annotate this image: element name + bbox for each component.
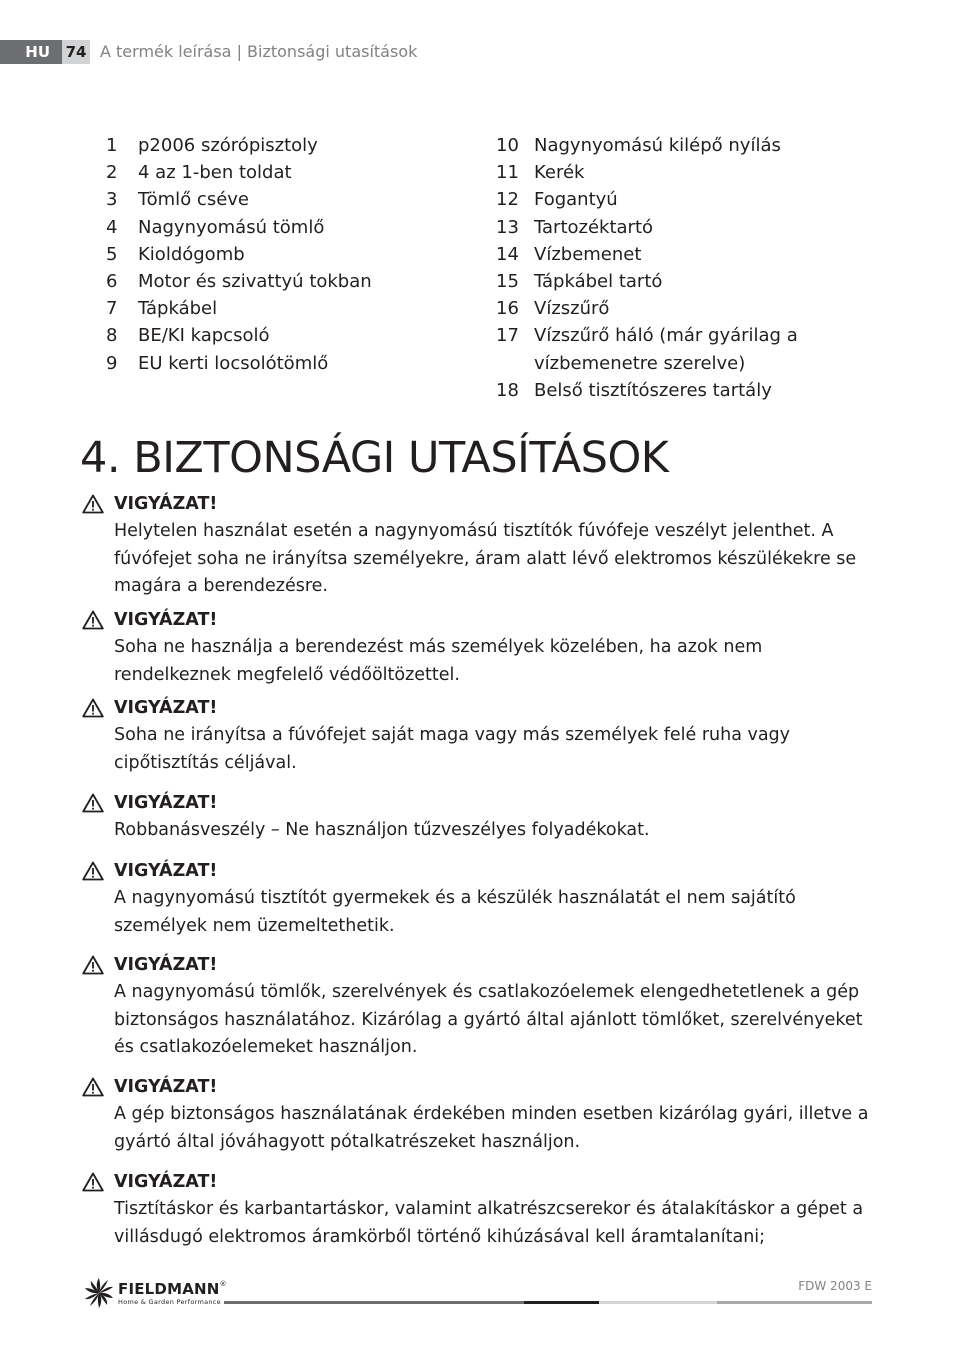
part-number: 16 <box>496 298 519 320</box>
part-number: 13 <box>496 216 519 238</box>
brand-tagline: Home & Garden Performance <box>118 1298 221 1306</box>
warning-label: VIGYÁZAT! <box>114 955 218 975</box>
brand-name-text: FIELDMANN <box>118 1280 220 1298</box>
warning-block <box>82 1073 882 1156</box>
brand-logo <box>82 1276 227 1310</box>
warning-label: VIGYÁZAT! <box>114 793 218 813</box>
warning-text: Helytelen használat esetén a nagynyomású tisztítók fúvófeje veszélyt jelenthet. A fúvófejet soha ne irányítsa személyekre, áram alatt lévő elektromos készülékekre se magára a berendezésre. <box>114 521 857 596</box>
list-item <box>496 377 896 404</box>
warning-text: A nagynyomású tisztítót gyermekek és a készülék használatát el nem sajátító személyek nem üzemeltethetik. <box>114 888 796 936</box>
warning-block <box>82 951 882 1062</box>
warning-block <box>82 1168 882 1251</box>
warning-triangle-icon <box>82 793 104 813</box>
warning-label: VIGYÁZAT! <box>114 1172 218 1192</box>
list-item <box>106 159 466 186</box>
warning-block <box>82 490 882 601</box>
part-label: Nagynyomású tömlő <box>138 216 325 238</box>
part-label: Fogantyú <box>534 189 618 211</box>
list-item <box>106 132 466 159</box>
footer-rule <box>224 1301 524 1304</box>
warning-block <box>82 606 882 689</box>
warning-text: A gép biztonságos használatának érdekében minden esetben kizárólag gyári, illetve a gyártó által jóváhagyott pótalkatrészeket használjon. <box>114 1104 869 1152</box>
part-label: Nagynyomású kilépő nyílás <box>534 135 781 156</box>
part-label: Tápkábel tartó <box>534 271 663 293</box>
list-item <box>496 214 896 241</box>
fieldmann-swirl-icon <box>82 1276 116 1310</box>
part-label: Vízszűrő háló (már gyárilag a vízbemenetre szerelve) <box>534 325 798 374</box>
warning-text: Soha ne irányítsa a fúvófejet saját maga vagy más személyek felé ruha vagy cipőtisztítás céljával. <box>114 725 791 773</box>
part-label: Tömlő cséve <box>138 189 249 211</box>
warning-block <box>82 789 882 845</box>
part-number: 4 <box>106 216 118 238</box>
page-number: 74 <box>62 40 90 64</box>
warning-triangle-icon <box>82 698 104 718</box>
footer-rule <box>717 1301 872 1304</box>
part-number: 18 <box>496 379 519 401</box>
model-number: FDW 2003 E <box>798 1279 872 1293</box>
part-number: 8 <box>106 325 118 347</box>
warning-triangle-icon <box>82 1172 104 1192</box>
warning-triangle-icon <box>82 861 104 881</box>
warning-label: VIGYÁZAT! <box>114 1077 218 1097</box>
list-item <box>106 241 466 268</box>
list-item <box>106 322 466 349</box>
part-number: 2 <box>106 162 118 184</box>
part-label: Vízszűrő <box>534 298 610 320</box>
part-label: p2006 szórópisztoly <box>138 135 318 156</box>
part-number: 1 <box>106 135 118 156</box>
section-title: 4. BIZTONSÁGI UTASÍTÁSOK <box>80 433 669 483</box>
part-label: Vízbemenet <box>534 243 642 265</box>
part-number: 5 <box>106 243 118 265</box>
warning-triangle-icon <box>82 494 104 514</box>
part-label: EU kerti locsolótömlő <box>138 352 329 374</box>
part-number: 7 <box>106 298 118 320</box>
list-item <box>496 241 896 268</box>
list-item <box>496 322 896 376</box>
warning-label: VIGYÁZAT! <box>114 698 218 718</box>
language-badge: HU <box>0 40 62 64</box>
parts-list-left <box>106 132 466 377</box>
warning-triangle-icon <box>82 1077 104 1097</box>
warning-block <box>82 857 882 940</box>
part-number: 9 <box>106 352 118 374</box>
list-item <box>496 295 896 322</box>
warning-triangle-icon <box>82 955 104 975</box>
list-item <box>106 186 466 213</box>
list-item <box>496 159 896 186</box>
part-number: 14 <box>496 243 519 265</box>
list-item <box>496 268 896 295</box>
warning-triangle-icon <box>82 610 104 630</box>
part-number: 11 <box>496 162 519 184</box>
running-header-title: A termék leírása | Biztonsági utasítások <box>100 42 418 61</box>
part-label: Tápkábel <box>138 298 218 320</box>
part-label: Belső tisztítószeres tartály <box>534 379 772 401</box>
part-label: 4 az 1-ben toldat <box>138 162 292 184</box>
warning-block <box>82 694 882 777</box>
part-number: 17 <box>496 325 519 347</box>
footer-rule <box>524 1301 599 1304</box>
part-number: 12 <box>496 189 519 211</box>
registered-mark: ® <box>219 1280 227 1288</box>
part-number: 10 <box>496 135 519 156</box>
list-item <box>496 186 896 213</box>
list-item <box>106 350 466 377</box>
part-label: Tartozéktartó <box>534 216 654 238</box>
brand-name <box>118 1280 227 1298</box>
part-label: Kerék <box>534 162 585 184</box>
warning-text: A nagynyomású tömlők, szerelvények és csatlakozóelemek elengedhetetlenek a gép biztonságos használatához. Kizárólag a gyártó által ajánlott tömlőket, szerelvényeket és csatlakozóelemeket használjon. <box>114 982 863 1057</box>
list-item <box>106 268 466 295</box>
part-number: 6 <box>106 271 118 293</box>
warning-text: Robbanásveszély – Ne használjon tűzveszélyes folyadékokat. <box>114 820 650 840</box>
part-label: Motor és szivattyú tokban <box>138 271 372 293</box>
part-label: Kioldógomb <box>138 243 245 265</box>
warning-text: Tisztításkor és karbantartáskor, valamint alkatrészcserekor és átalakításkor a gépet a villásdugó elektromos áramkörből történő kihúzásával kell áramtalanítani; <box>114 1199 864 1247</box>
part-number: 3 <box>106 189 118 211</box>
list-item <box>106 214 466 241</box>
warning-label: VIGYÁZAT! <box>114 610 218 630</box>
warning-label: VIGYÁZAT! <box>114 494 218 514</box>
warning-label: VIGYÁZAT! <box>114 861 218 881</box>
part-label: BE/KI kapcsoló <box>138 325 270 347</box>
part-number: 15 <box>496 271 519 293</box>
footer-rule <box>599 1301 717 1304</box>
warning-text: Soha ne használja a berendezést más személyek közelében, ha azok nem rendelkeznek megfelelő védőöltözettel. <box>114 637 763 685</box>
parts-list-right <box>496 132 896 404</box>
list-item <box>106 295 466 322</box>
list-item <box>496 132 896 159</box>
